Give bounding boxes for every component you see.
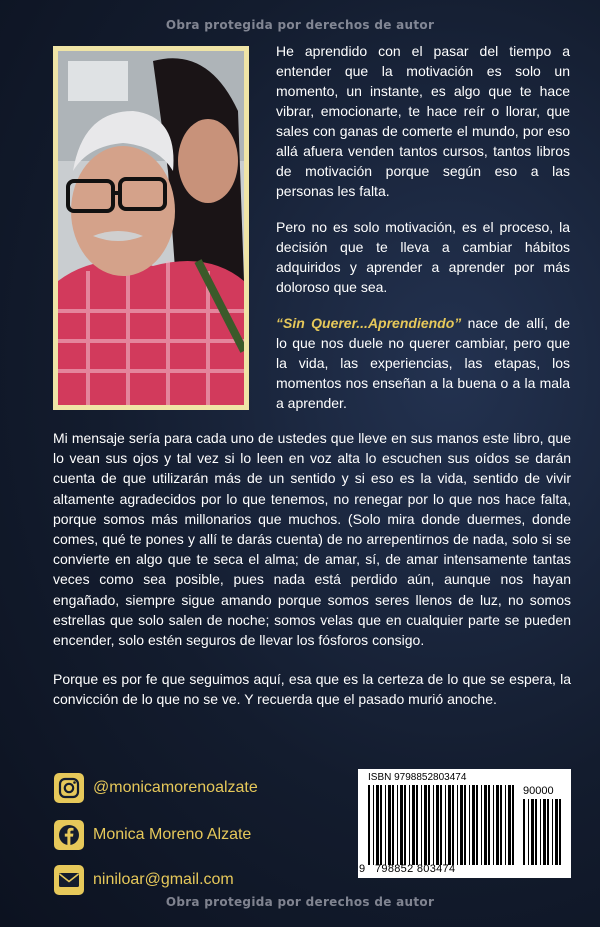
contact-email[interactable] (53, 864, 234, 896)
barcode-bars-addon (523, 799, 565, 865)
contact-facebook[interactable] (53, 819, 251, 851)
right-paragraph-1: He aprendido con el pasar del tiempo a entender que la motivación es solo un momento, un instante, es algo que te hace vibrar, emocionarte, te hace reír o llorar, que sales con ganas de comerte el mundo, por eso allá afuera venden tantos cursos, tantos libros de motivación porque según eso a las personas les falta. (276, 43, 570, 199)
watermark-top: Obra protegida por derechos de autor (165, 18, 435, 32)
isbn-barcode (358, 769, 571, 878)
barcode-digits: 798852 803474 (375, 863, 456, 875)
full-width-text (53, 428, 571, 729)
author-photo-frame (53, 46, 249, 410)
full-paragraph-1: Mi mensaje sería para cada uno de ustedes que lleve en sus manos este libro, que lo vean sus ojos y tal vez si lo leen en voz alta lo escuchen sus oídos se darán cuenta de que utilizarán más de un sentido y si eso es la vida, sentido de vivir altamente agradecidos por lo que tenemos, no renegar por lo que nos hace falta, porque somos más millonarios que muchos. (Solo mira donde duermes, donde comes, qué te pones y allí te darás cuenta) de no arrepentirnos de nada, solo si se convierte en algo que te seca el alma; de amar, sí, de amar intensamente tantas veces como sea posible, pues nada está perdido aún, aunque nos hayan engañado, siempre sigue amando porque somos seres llenos de luz, no somos estrellas que solo salen de noche; somos velas que en cualquier parte se pueden encender, solo estén seguros de llevar los fósforos consigo. (53, 430, 571, 649)
right-paragraph-3 (276, 313, 570, 413)
facebook-icon (53, 819, 85, 851)
isbn-label: ISBN 9798852803474 (368, 772, 467, 783)
instagram-icon (53, 772, 85, 804)
right-paragraph-2: Pero no es solo motivación, es el proceso, la decisión que te lleva a cambiar hábitos adquiridos y aprender a aprender por más doloroso que sea. (276, 219, 570, 295)
contact-instagram[interactable] (53, 772, 258, 804)
author-photo (58, 51, 244, 405)
facebook-name: Monica Moreno Alzate (93, 826, 252, 843)
instagram-handle: @monicamorenoalzate (93, 779, 258, 796)
email-address: niniloar@gmail.com (93, 871, 234, 888)
barcode-digit-first: 9 (359, 863, 366, 875)
watermark-bottom: Obra protegida por derechos de autor (165, 895, 435, 909)
book-title-quote: “Sin Querer...Aprendiendo” (276, 315, 462, 331)
price-code: 90000 (523, 785, 554, 797)
email-icon (53, 864, 85, 896)
right-column-text (276, 41, 570, 429)
right-paragraph-3-rest: nace de allí, de lo que nos duele no querer cambiar, pero que la vida, las experiencias, las etapas, los momentos nos enseñan a la buena o a la mala a aprender. (276, 315, 570, 411)
barcode-bars-main (368, 785, 518, 865)
full-paragraph-2: Porque es por fe que seguimos aquí, esa que es la certeza de lo que se espera, la convicción de lo que no se ve. Y recuerda que el pasado murió anoche. (53, 671, 571, 708)
